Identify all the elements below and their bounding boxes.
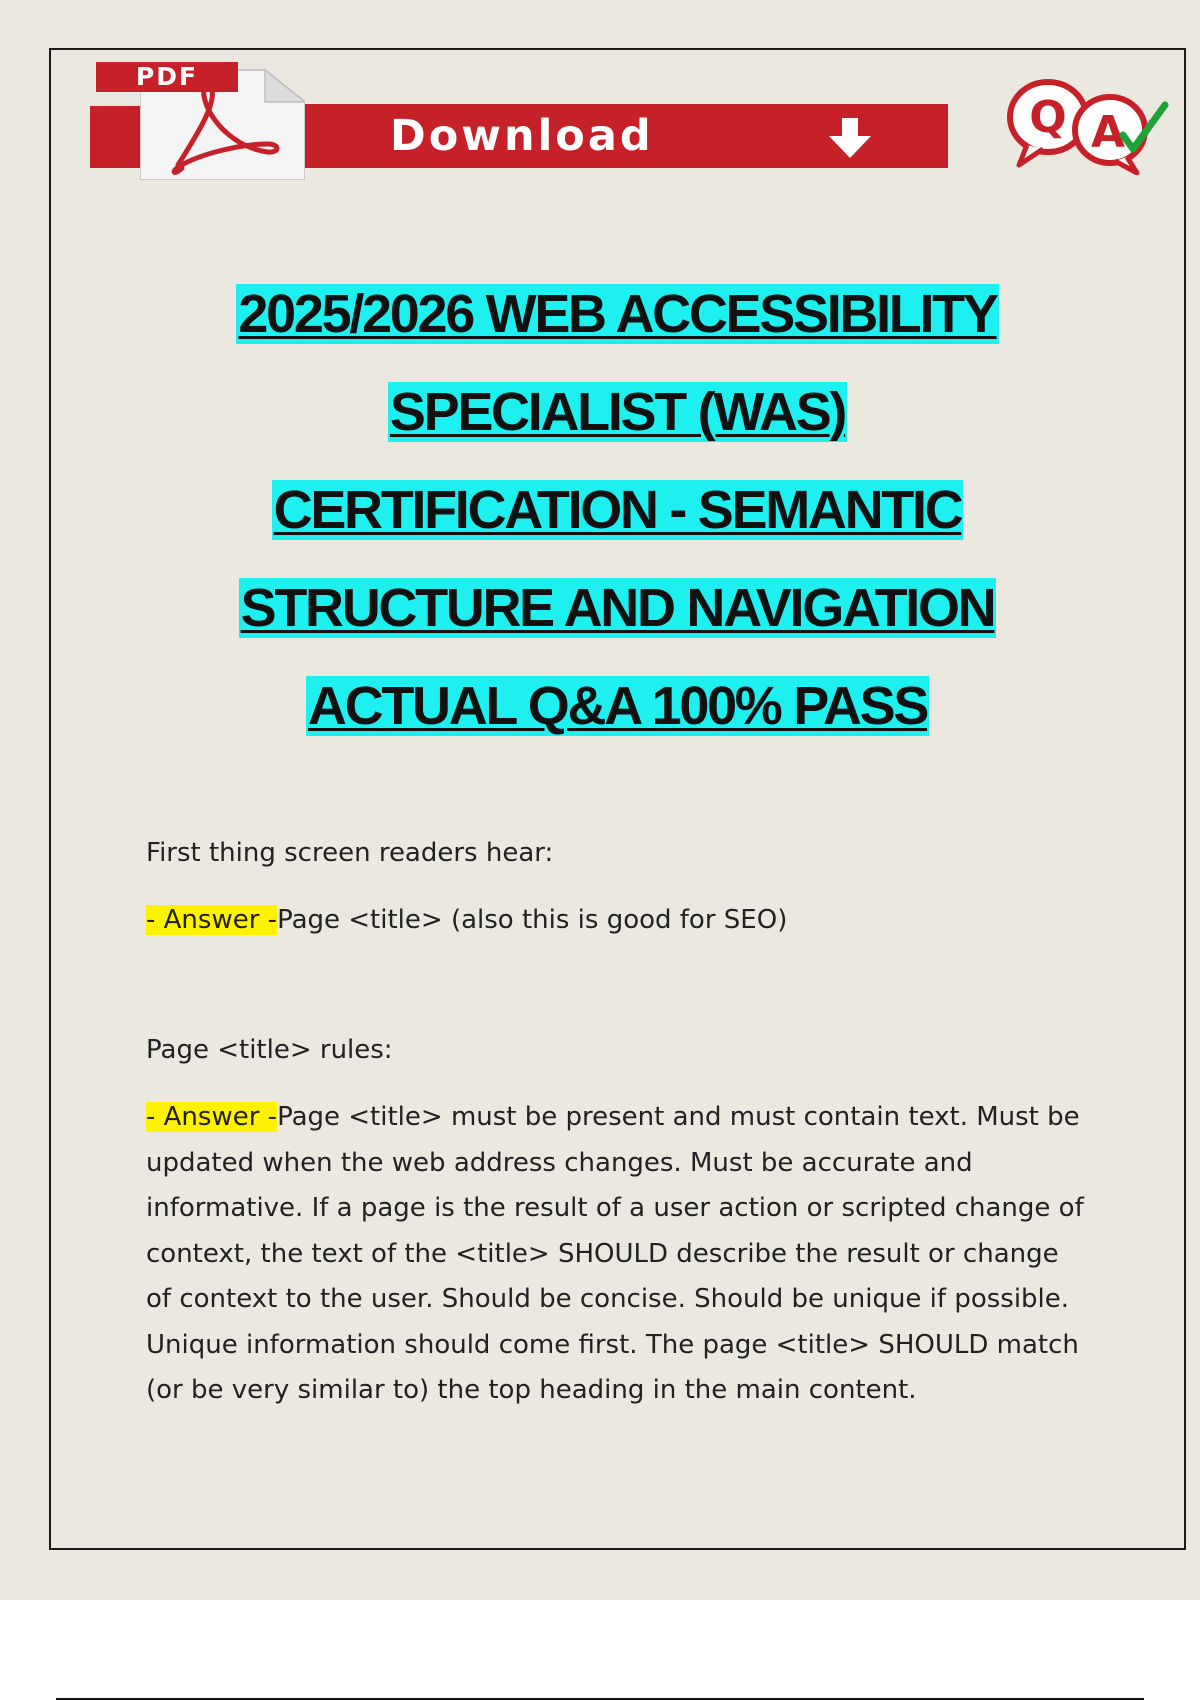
pdf-download-banner[interactable] <box>90 60 860 180</box>
answer-tag: - Answer - <box>146 1102 278 1132</box>
question-1: First thing screen readers hear: <box>146 838 554 868</box>
title-line: SPECIALIST (WAS) <box>389 382 846 442</box>
download-label[interactable]: Download <box>390 111 654 161</box>
answer-tag: - Answer - <box>146 905 278 935</box>
document-title <box>120 265 1115 755</box>
question-2: Page <title> rules: <box>146 1035 393 1065</box>
download-arrow-icon[interactable] <box>825 118 875 158</box>
qa-logo-q: Q <box>1029 92 1067 143</box>
answer-text: Page <title> must be present and must contain text. Must be updated when the web address changes. Must be accurate and informative. If a page is the result of a user action or scripted change of context, the text of the <title> SHOULD describe the result or change of context to the user. Should be concise. Should be unique if possible. Unique information should come first. The page <title> SHOULD match (or be very similar to) the top heading in the main content. <box>146 1102 1084 1405</box>
title-line: ACTUAL Q&A 100% PASS <box>307 676 928 736</box>
pdf-label: PDF <box>96 62 238 92</box>
title-line: CERTIFICATION - SEMANTIC <box>273 480 962 540</box>
qa-logo-a: A <box>1090 107 1126 158</box>
title-line: STRUCTURE AND NAVIGATION <box>240 578 995 638</box>
answer-1 <box>146 898 1086 944</box>
qa-logo-icon <box>1005 75 1175 175</box>
banner-left-block <box>90 106 145 168</box>
title-line: 2025/2026 WEB ACCESSIBILITY <box>238 284 997 344</box>
answer-text: Page <title> (also this is good for SEO) <box>277 905 788 935</box>
answer-2 <box>146 1095 1086 1414</box>
